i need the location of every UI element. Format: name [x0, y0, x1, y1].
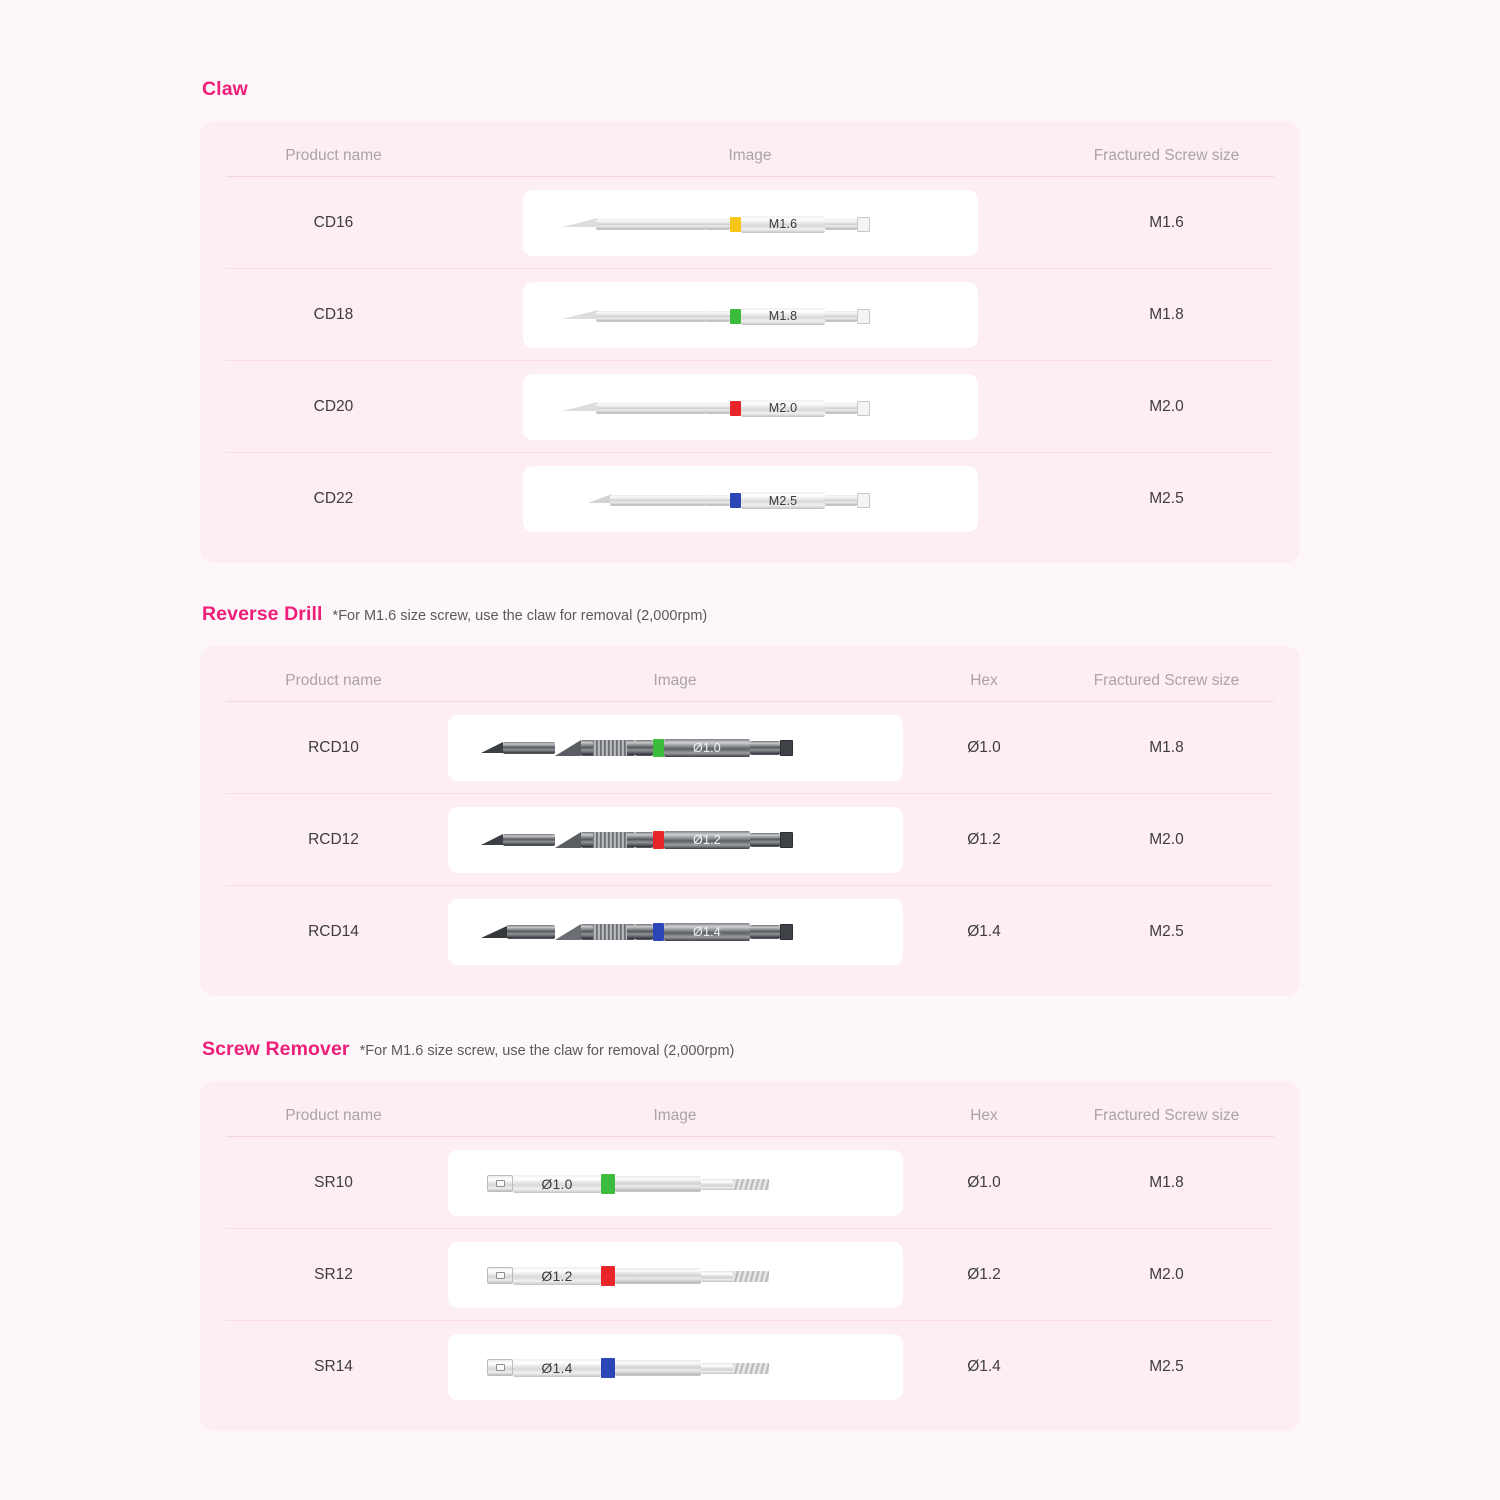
coupling-notch: [780, 832, 793, 848]
table-row: [226, 269, 1274, 361]
section-title: Screw Remover: [202, 1038, 350, 1060]
fractured-screw-size: M1.6: [1149, 213, 1184, 231]
shaft: [610, 495, 706, 506]
product-name: SR10: [314, 1173, 353, 1191]
size-label: M2.5: [741, 492, 825, 509]
shaft-mid: [706, 403, 730, 414]
hex-size: Ø1.0: [967, 1173, 1001, 1191]
screw-remover-illustration: [465, 1163, 885, 1203]
shaft: [596, 403, 706, 414]
size-label: Ø1.4: [664, 923, 750, 941]
product-image: [523, 374, 978, 440]
column-header-image: Image: [653, 1106, 697, 1124]
product-image: [448, 1334, 903, 1400]
color-band: [730, 401, 741, 416]
size-label: M2.0: [741, 400, 825, 417]
claw-table: [200, 121, 1300, 563]
shaft: [615, 1176, 701, 1192]
table-row: [226, 361, 1274, 453]
product-name: CD18: [313, 305, 354, 323]
knurl-grip: [593, 832, 627, 848]
claw-instrument-illustration: [540, 295, 960, 335]
drill-tip-icon: [481, 926, 507, 938]
thread-tip: [733, 1363, 769, 1374]
product-name: RCD12: [308, 830, 359, 848]
hex-size: Ø1.2: [967, 1265, 1001, 1283]
shaft-mid: [635, 832, 653, 848]
shaft-rear: [825, 495, 857, 506]
column-header-product-name: Product name: [285, 1106, 382, 1124]
hex-size: Ø1.4: [967, 1358, 1001, 1375]
product-image-cell: [441, 899, 909, 965]
reverse-drill-illustration: [465, 912, 885, 952]
fractured-screw-size: M2.0: [1149, 397, 1184, 415]
shaft-mid: [706, 311, 730, 322]
drill-tip-icon: [481, 834, 503, 845]
hex-connection-icon: [487, 1359, 513, 1376]
hex-size: Ø1.0: [967, 738, 1001, 756]
claw-instrument-illustration: [540, 203, 960, 243]
column-header-screw-size: Fractured Screw size: [1093, 671, 1240, 689]
product-name: CD20: [313, 397, 354, 415]
shaft-mid: [706, 495, 730, 506]
flute-shaft: [503, 742, 555, 754]
product-image-cell: [441, 1150, 909, 1216]
size-label: Ø1.4: [513, 1359, 601, 1377]
product-image: [448, 1242, 903, 1308]
column-header-image: Image: [653, 671, 697, 689]
table-header-row: [226, 646, 1274, 702]
section-reverse-drill: [200, 563, 1300, 996]
section-title: Claw: [202, 78, 248, 100]
shaft-mid: [635, 924, 653, 940]
shaft-mid: [635, 740, 653, 756]
product-name: CD16: [313, 213, 354, 231]
taper: [555, 924, 581, 940]
color-band: [601, 1174, 615, 1194]
claw-instrument-illustration: [540, 387, 960, 427]
shaft-rear: [825, 219, 857, 230]
thread-tip: [733, 1179, 769, 1190]
coupling-notch: [857, 493, 870, 508]
shaft-neck: [701, 1179, 735, 1190]
color-band: [601, 1266, 615, 1286]
table-header-row: [226, 1081, 1274, 1137]
coupling-notch: [780, 740, 793, 756]
shaft-rear: [825, 311, 857, 322]
column-header-hex: Hex: [970, 671, 998, 689]
product-image-cell: [441, 807, 909, 873]
color-band: [601, 1358, 615, 1378]
screw-remover-illustration: [465, 1347, 885, 1387]
reverse-drill-table: [200, 646, 1300, 996]
reverse-drill-illustration: [465, 728, 885, 768]
table-row: [226, 886, 1274, 978]
section-header: [200, 1038, 1300, 1061]
size-label: Ø1.0: [664, 739, 750, 757]
fractured-screw-size: M2.0: [1149, 1265, 1184, 1283]
shaft: [615, 1268, 701, 1284]
product-image: [523, 190, 978, 256]
product-image: [448, 899, 903, 965]
column-header-hex: Hex: [970, 1106, 998, 1124]
size-label: Ø1.2: [664, 831, 750, 849]
size-label: M1.6: [741, 216, 825, 233]
table-row: [226, 453, 1274, 545]
hex-size: Ø1.4: [967, 923, 1001, 940]
coupling-notch: [857, 401, 870, 416]
product-image: [448, 715, 903, 781]
product-image-cell: [441, 282, 1059, 348]
table-row: [226, 702, 1274, 794]
thread-tip: [733, 1271, 769, 1282]
product-image-cell: [441, 374, 1059, 440]
section-title: Reverse Drill: [202, 603, 323, 625]
color-band: [730, 309, 741, 324]
product-image-cell: [441, 1242, 909, 1308]
knurl-grip: [593, 740, 627, 756]
size-label: M1.8: [741, 308, 825, 325]
column-header-product-name: Product name: [285, 671, 382, 689]
reverse-drill-illustration: [465, 820, 885, 860]
drill-tip-icon: [481, 742, 503, 753]
hex-size: Ø1.2: [967, 830, 1001, 848]
shaft: [596, 219, 706, 230]
product-name: CD22: [313, 490, 354, 507]
fractured-screw-size: M2.0: [1149, 830, 1184, 848]
column-header-image: Image: [728, 146, 772, 164]
product-image: [523, 466, 978, 532]
knurl-grip: [593, 924, 627, 940]
fractured-screw-size: M1.8: [1149, 1173, 1184, 1191]
table-row: [226, 1137, 1274, 1229]
product-name: SR14: [314, 1358, 353, 1375]
fractured-screw-size: M2.5: [1149, 1358, 1184, 1375]
section-note: *For M1.6 size screw, use the claw for removal (2,000rpm): [359, 1043, 735, 1059]
size-label: Ø1.2: [513, 1267, 601, 1285]
color-band: [653, 831, 664, 849]
column-header-screw-size: Fractured Screw size: [1093, 1106, 1240, 1124]
screw-remover-illustration: [465, 1255, 885, 1295]
product-image-cell: [441, 190, 1059, 256]
shaft-mid: [706, 219, 730, 230]
claw-instrument-illustration: [540, 479, 960, 519]
shaft-rear: [825, 403, 857, 414]
column-header-product-name: Product name: [285, 146, 382, 164]
table-row: [226, 177, 1274, 269]
product-name: RCD10: [308, 738, 359, 756]
color-band: [653, 739, 664, 757]
product-image-cell: [441, 466, 1059, 532]
shaft-rear: [750, 925, 780, 939]
product-image: [448, 807, 903, 873]
hex-connection-icon: [487, 1267, 513, 1284]
shaft: [615, 1360, 701, 1376]
section-note: *For M1.6 size screw, use the claw for removal (2,000rpm): [332, 608, 708, 624]
shaft: [596, 311, 706, 322]
tip-icon: [588, 494, 612, 503]
table-row: [226, 1229, 1274, 1321]
flute-shaft: [503, 834, 555, 846]
coupling-notch: [857, 217, 870, 232]
table-row: [226, 794, 1274, 886]
product-name: RCD14: [308, 923, 359, 940]
screw-remover-table: [200, 1081, 1300, 1431]
section-claw: [200, 0, 1300, 563]
fractured-screw-size: M1.8: [1149, 738, 1184, 756]
tip-icon: [562, 218, 598, 227]
tip-icon: [562, 310, 598, 319]
shaft-rear: [750, 741, 780, 755]
product-image-cell: [441, 1334, 909, 1400]
section-header: [200, 78, 1300, 101]
fractured-screw-size: M2.5: [1149, 923, 1184, 940]
flute-shaft: [507, 925, 555, 939]
taper: [555, 740, 581, 756]
section-screw-remover: [200, 996, 1300, 1431]
hex-connection-icon: [487, 1175, 513, 1192]
color-band: [653, 923, 664, 941]
coupling-notch: [780, 924, 793, 940]
section-header: [200, 603, 1300, 626]
color-band: [730, 493, 741, 508]
column-header-screw-size: Fractured Screw size: [1093, 146, 1240, 164]
table-header-row: [226, 121, 1274, 177]
fractured-screw-size: M2.5: [1149, 490, 1184, 507]
table-row: [226, 1321, 1274, 1413]
product-image: [523, 282, 978, 348]
shaft-neck: [701, 1271, 735, 1282]
shaft-rear: [750, 833, 780, 847]
fractured-screw-size: M1.8: [1149, 305, 1184, 323]
coupling-notch: [857, 309, 870, 324]
tip-icon: [562, 402, 598, 411]
size-label: Ø1.0: [513, 1175, 601, 1193]
product-image: [448, 1150, 903, 1216]
product-image-cell: [441, 715, 909, 781]
shaft-neck: [701, 1363, 735, 1374]
color-band: [730, 217, 741, 232]
product-name: SR12: [314, 1265, 353, 1283]
taper: [555, 832, 581, 848]
